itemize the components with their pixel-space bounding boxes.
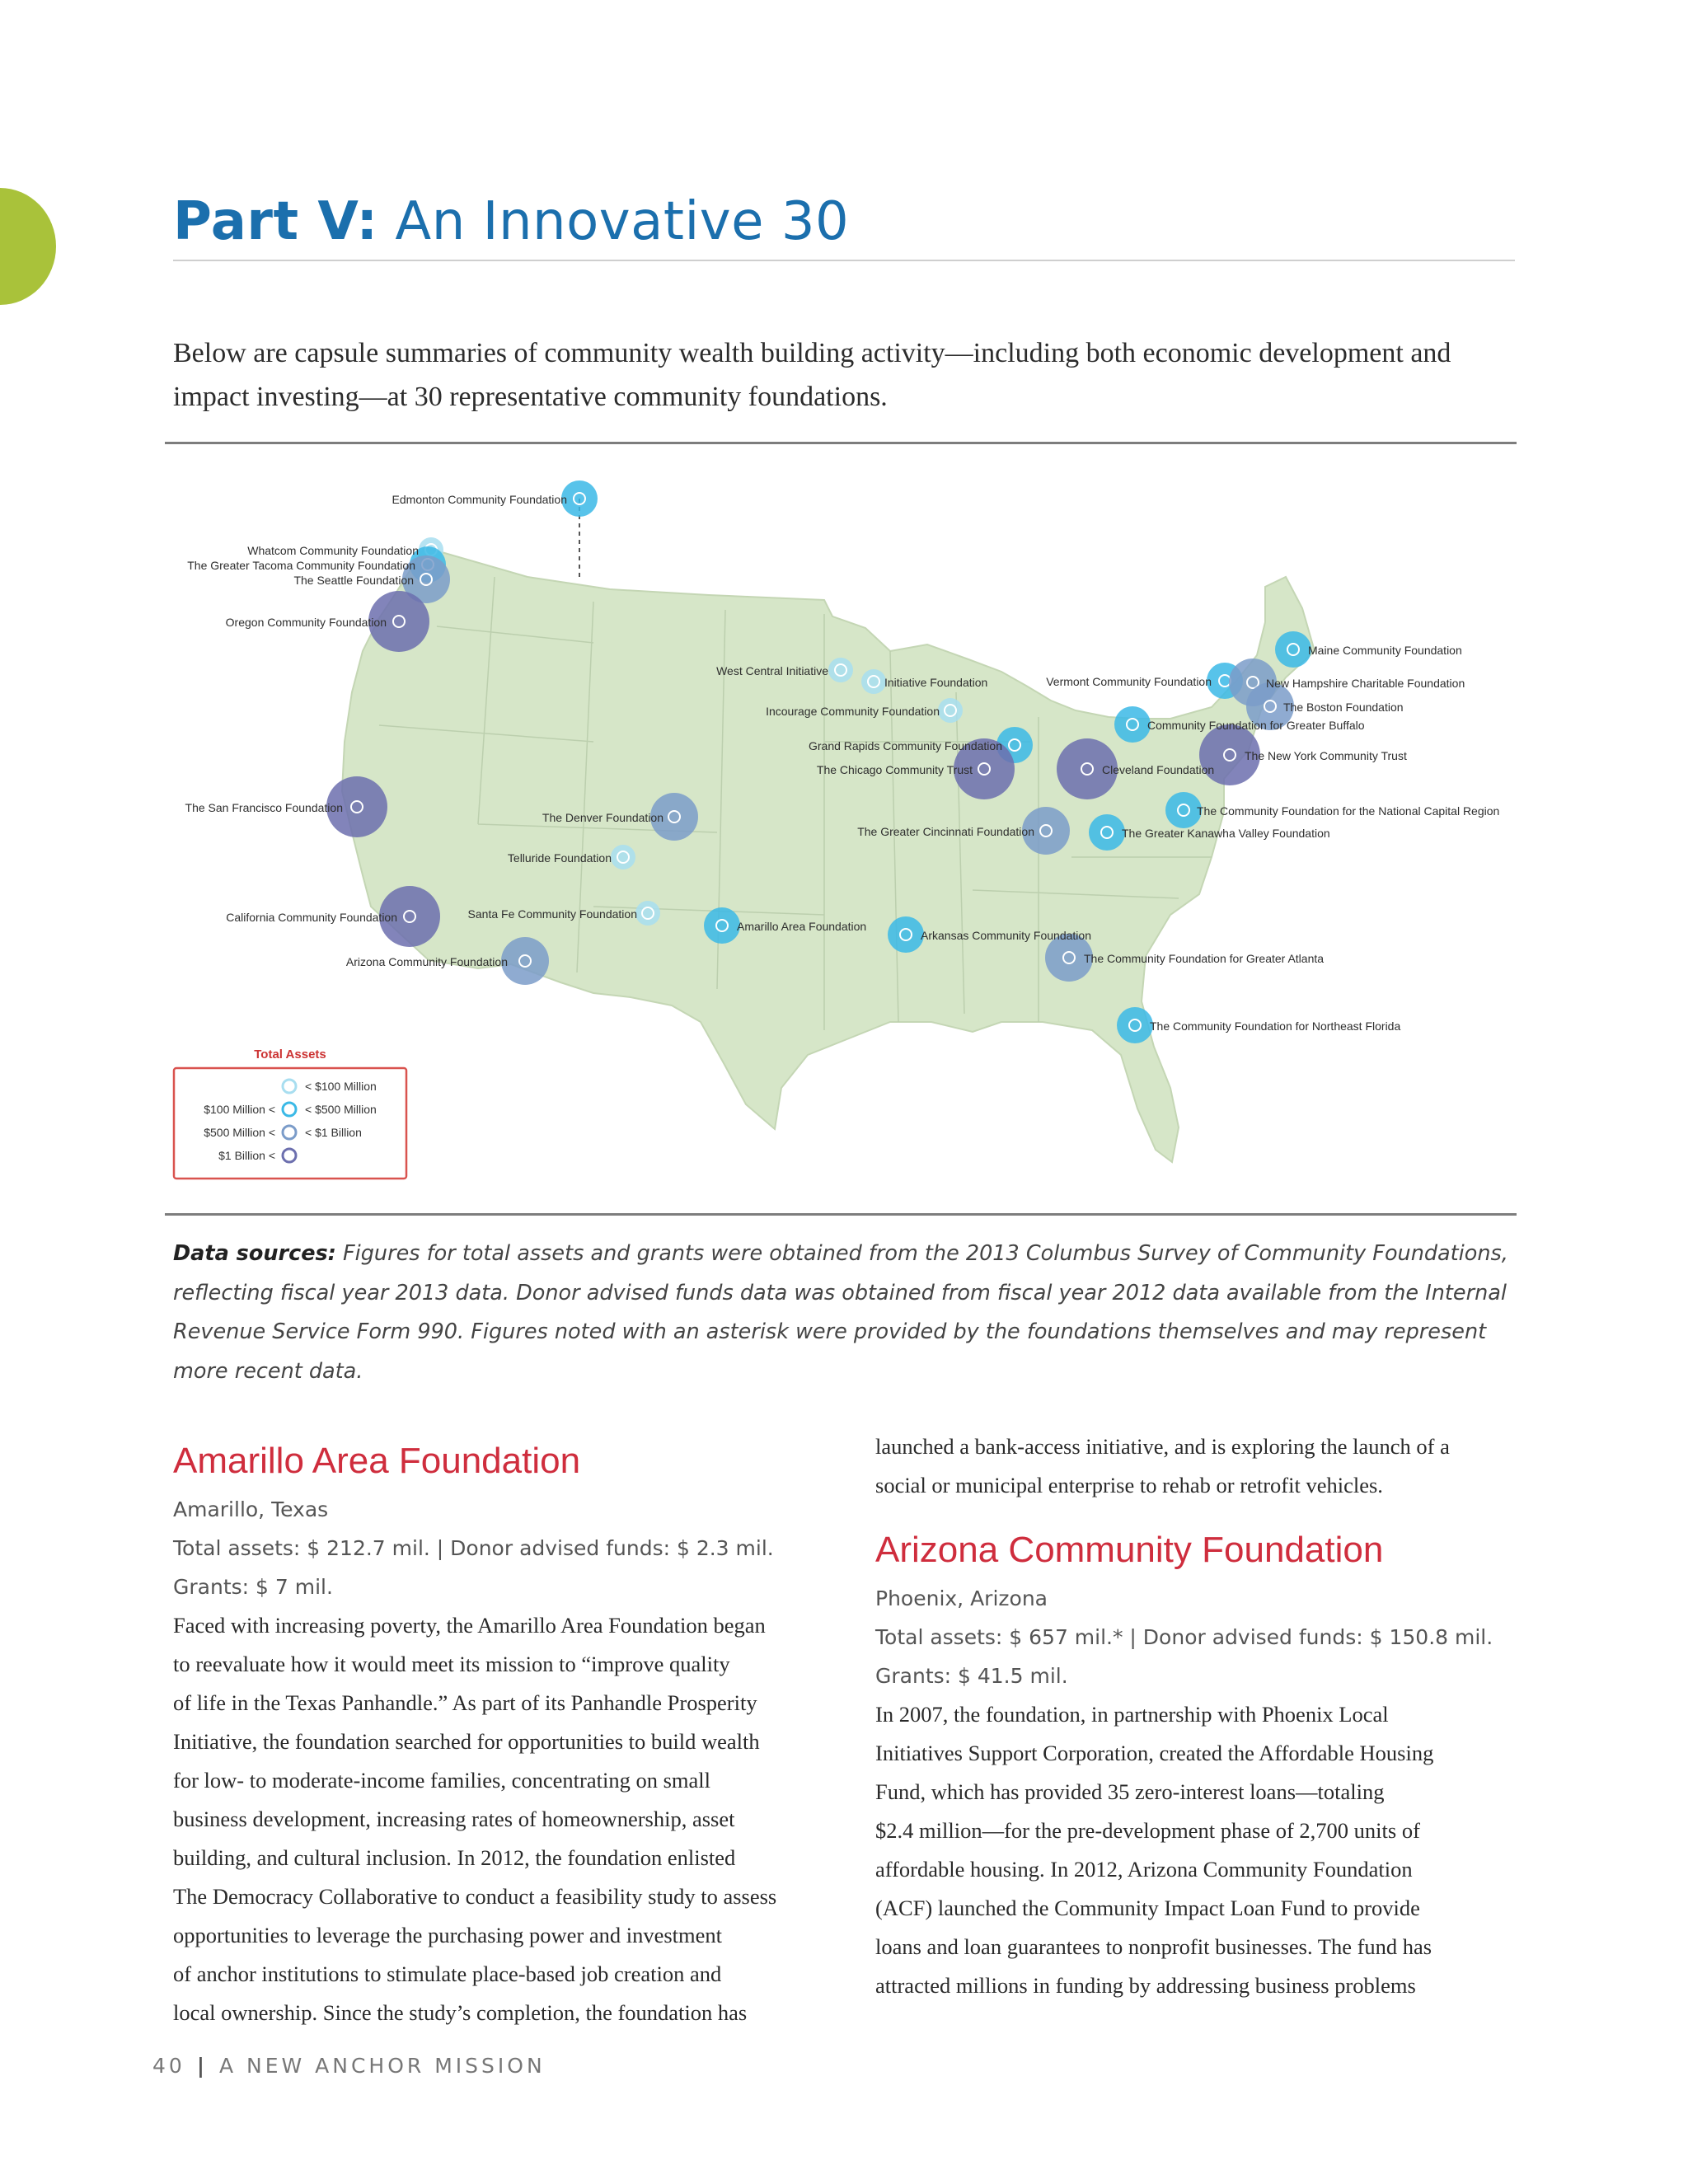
foundation-label: Santa Fe Community Foundation <box>467 907 637 921</box>
body-line: Initiatives Support Corporation, created the Affordable Housing <box>875 1741 1434 1765</box>
legend-swatch <box>283 1103 296 1116</box>
foundation-label: Grand Rapids Community Foundation <box>808 739 1002 752</box>
foundation-label: New Hampshire Charitable Foundation <box>1266 677 1465 690</box>
body-line: affordable housing. In 2012, Arizona Community Foundation <box>875 1857 1413 1882</box>
legend-title: Total Assets <box>254 1047 326 1062</box>
foundation-label: Whatcom Community Foundation <box>247 544 419 557</box>
map-bottom-divider <box>165 1213 1517 1216</box>
legend-low-label: $100 Million < <box>204 1103 275 1116</box>
foundation-label: The Greater Cincinnati Foundation <box>857 825 1034 838</box>
body-line: Faced with increasing poverty, the Amarillo Area Foundation began <box>173 1613 766 1638</box>
foundation-bubble <box>1089 814 1125 851</box>
legend-swatch <box>283 1080 296 1093</box>
section-tab-marker <box>0 188 56 305</box>
legend-swatch <box>283 1126 296 1139</box>
foundation-bubble <box>828 658 853 682</box>
amarillo-body-continued <box>875 1427 1535 1505</box>
amarillo-grants: Grants: $ 7 mil. <box>173 1575 333 1599</box>
arizona-assets: Total assets: $ 657 mil.* | Donor advised funds: $ 150.8 mil. <box>875 1625 1493 1649</box>
foundation-label: The San Francisco Foundation <box>185 801 343 814</box>
foundation-bubble <box>861 669 886 694</box>
intro-paragraph: Below are capsule summaries of community wealth building activity—including both economic development and impact investing—at 30 representative community foundations. <box>173 338 1451 412</box>
foundation-label: West Central Initiative <box>716 664 828 677</box>
foundation-label: The Community Foundation for the National Capital Region <box>1197 804 1500 818</box>
right-column <box>875 1432 1535 2005</box>
foundation-label: Arizona Community Foundation <box>345 955 508 968</box>
body-line: for low- to moderate-income families, concentrating on small <box>173 1768 710 1793</box>
foundation-label: Community Foundation for Greater Buffalo <box>1147 719 1365 732</box>
foundation-bubble <box>611 845 635 869</box>
body-line: Initiative, the foundation searched for opportunities to build wealth <box>173 1729 760 1754</box>
body-line: $2.4 million—for the pre-development phase of 2,700 units of <box>875 1818 1420 1843</box>
legend-high-label: < $1 Billion <box>305 1126 362 1139</box>
legend-low-label: $500 Million < <box>204 1126 275 1139</box>
foundation-label: The Community Foundation for Northeast Florida <box>1150 1019 1401 1033</box>
data-sources-note <box>173 1235 1525 1391</box>
body-line: of life in the Texas Panhandle.” As part of its Panhandle Prosperity <box>173 1690 757 1715</box>
body-line: (ACF) launched the Community Impact Loan Fund to provide <box>875 1896 1420 1920</box>
body-line: attracted millions in funding by addressing business problems <box>875 1973 1416 1998</box>
foundation-label: The Denver Foundation <box>542 811 663 824</box>
foundation-bubble <box>704 907 740 944</box>
foundation-label: The Chicago Community Trust <box>816 763 973 776</box>
arizona-grants: Grants: $ 41.5 mil. <box>875 1664 1068 1688</box>
page-number: 40 <box>152 2054 185 2078</box>
foundation-bubble <box>635 901 660 926</box>
foundation-label: Edmonton Community Foundation <box>392 493 567 506</box>
foundation-label: California Community Foundation <box>226 911 397 924</box>
body-line: local ownership. Since the study’s completion, the foundation has <box>173 2000 748 2025</box>
page-title <box>173 191 849 252</box>
foundation-bubble <box>1114 706 1151 743</box>
foundation-bubble <box>501 937 549 985</box>
arizona-location: Phoenix, Arizona <box>875 1586 1048 1610</box>
left-column <box>173 1432 849 2032</box>
foundation-bubble <box>1117 1007 1153 1043</box>
map-legend <box>174 1047 406 1179</box>
body-line: opportunities to leverage the purchasing power and investment <box>173 1923 722 1947</box>
amarillo-body <box>173 1606 849 2032</box>
foundation-label: The Boston Foundation <box>1283 701 1404 714</box>
amarillo-assets: Total assets: $ 212.7 mil. | Donor advised funds: $ 2.3 mil. <box>173 1536 774 1560</box>
body-line: launched a bank-access initiative, and is exploring the launch of a <box>875 1434 1450 1459</box>
legend-low-label: $1 Billion < <box>218 1149 275 1162</box>
body-line: The Democracy Collaborative to conduct a feasibility study to assess <box>173 1884 777 1909</box>
publication-title: A NEW ANCHOR MISSION <box>218 2054 546 2078</box>
foundation-label: Oregon Community Foundation <box>225 616 387 629</box>
foundation-label: Arkansas Community Foundation <box>921 929 1091 942</box>
foundation-label: The Greater Kanawha Valley Foundation <box>1122 827 1330 840</box>
foundation-label: Cleveland Foundation <box>1102 763 1215 776</box>
body-line: loans and loan guarantees to nonprofit businesses. The fund has <box>875 1934 1432 1959</box>
foundation-label: The Seattle Foundation <box>293 574 414 587</box>
data-sources-text: Figures for total assets and grants were obtained from the 2013 Columbus Survey of Community Foundations, reflecting fiscal year 2013 data. Donor advised funds data was obtained from fiscal year 2012 data available from the Internal Revenue Service Form 990. Figures noted with an asterisk were provided by the foundations themselves and may represent more recent data. <box>173 1241 1508 1384</box>
page-title-text: An Innovative 30 <box>395 191 850 252</box>
arizona-body <box>875 1695 1535 2005</box>
legend-high-label: < $500 Million <box>305 1103 377 1116</box>
page-title-part: Part V: <box>173 191 378 252</box>
footer-separator: | <box>196 2054 208 2078</box>
foundation-label: Incourage Community Foundation <box>766 705 940 718</box>
legend-high-label: < $100 Million <box>305 1080 377 1093</box>
body-line: social or municipal enterprise to rehab or retrofit vehicles. <box>875 1473 1383 1497</box>
foundation-bubble <box>938 698 963 723</box>
foundation-bubble <box>1275 631 1311 668</box>
amarillo-location: Amarillo, Texas <box>173 1497 329 1521</box>
data-sources-label: Data sources: <box>173 1241 336 1266</box>
foundation-label: The Community Foundation for Greater Atlanta <box>1084 952 1325 965</box>
body-line: business development, increasing rates of homeownership, asset <box>173 1807 735 1831</box>
foundation-label: Initiative Foundation <box>884 676 988 689</box>
us-map-landmass <box>342 547 1315 1162</box>
body-line: In 2007, the foundation, in partnership with Phoenix Local <box>875 1702 1389 1727</box>
foundation-bubble <box>888 916 924 953</box>
body-line: to reevaluate how it would meet its mission to “improve quality <box>173 1652 730 1676</box>
foundation-label: Maine Community Foundation <box>1308 644 1462 657</box>
foundation-label: Amarillo Area Foundation <box>737 920 867 933</box>
body-line: of anchor institutions to stimulate place-based job creation and <box>173 1961 722 1986</box>
arizona-heading: Arizona Community Foundation <box>875 1530 1384 1570</box>
foundation-label: The Greater Tacoma Community Foundation <box>187 559 415 572</box>
foundation-label: Vermont Community Foundation <box>1046 675 1212 688</box>
page-footer <box>152 2054 546 2078</box>
foundation-map <box>0 445 1688 1213</box>
foundation-label: Telluride Foundation <box>507 851 612 865</box>
body-line: Fund, which has provided 35 zero-interest loans—totaling <box>875 1779 1385 1804</box>
foundation-label: The New York Community Trust <box>1245 749 1407 762</box>
map-top-divider <box>165 442 1517 444</box>
title-divider <box>173 260 1515 261</box>
body-line: building, and cultural inclusion. In 2012, the foundation enlisted <box>173 1845 736 1870</box>
amarillo-heading: Amarillo Area Foundation <box>173 1441 581 1481</box>
legend-swatch <box>283 1149 296 1162</box>
